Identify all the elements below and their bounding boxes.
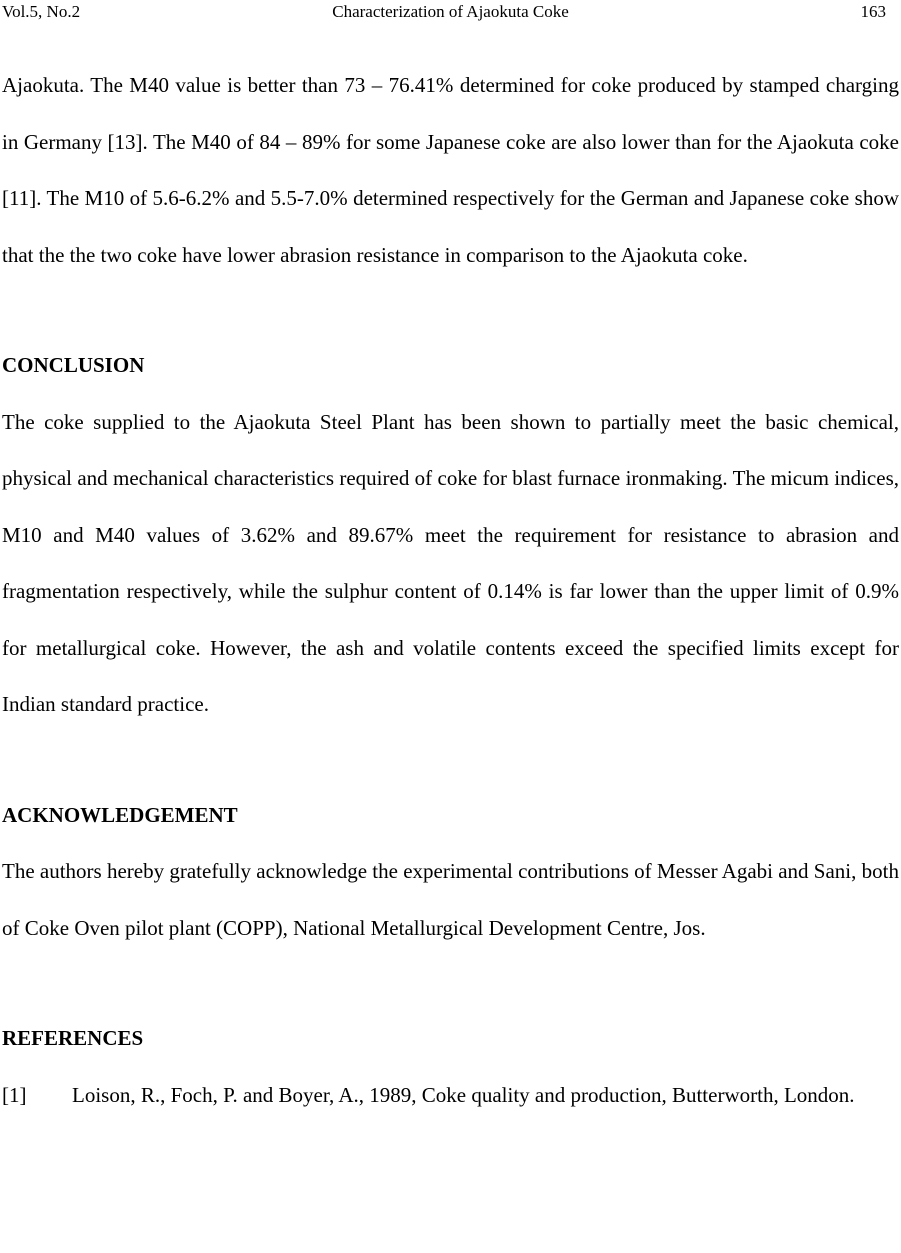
acknowledgement-heading: ACKNOWLEDGEMENT xyxy=(2,802,238,827)
reference-text: Loison, R., Foch, P. and Boyer, A., 1989, Coke quality and production, Butterworth, London. xyxy=(72,1082,855,1107)
page-body xyxy=(2,57,899,1123)
references-heading: REFERENCES xyxy=(2,1026,144,1050)
conclusion-paragraph: The coke supplied to the Ajaokuta Steel Plant has been shown to partially meet the basic chemical, physical and mechanical characteristics required of coke for blast furnace ironmaking. The micum indices, M10 and M40 values of 3.62% and 89.67% meet the requirement for resistance to abrasion and fragmentation respectively, while the sulphur content of 0.14% is far lower than the upper limit of 0.9% for metallurgical coke. However, the ash and volatile contents exceed the specified limits except for Indian standard practice. xyxy=(2,409,899,716)
reference-item xyxy=(2,1067,899,1124)
conclusion-heading: CONCLUSION xyxy=(2,353,145,377)
intro-paragraph: Ajaokuta. The M40 value is better than 73 – 76.41% determined for coke produced by stamped charging in Germany [13]. The M40 of 84 – 89% for some Japanese coke are also lower than for the Ajaokuta coke [11]. The M10 of 5.6-6.2% and 5.5-7.0% determined respectively for the German and Japanese coke show that the the two coke have lower abrasion resistance in comparison to the Ajaokuta coke. xyxy=(2,73,899,267)
section-gap xyxy=(2,956,899,1010)
section-gap xyxy=(2,733,899,787)
section-gap xyxy=(2,283,899,337)
page-header xyxy=(0,0,901,24)
journal-volume: Vol.5, No.2 xyxy=(2,2,81,21)
running-title: Characterization of Ajaokuta Coke xyxy=(332,2,569,21)
page-number: 163 xyxy=(860,2,886,21)
acknowledgement-paragraph: The authors hereby gratefully acknowledge the experimental contributions of Messer Agabi and Sani, both of Coke Oven pilot plant (COPP), National Metallurgical Development Centre, Jos. xyxy=(2,859,899,940)
reference-number: [1] xyxy=(2,1082,27,1107)
